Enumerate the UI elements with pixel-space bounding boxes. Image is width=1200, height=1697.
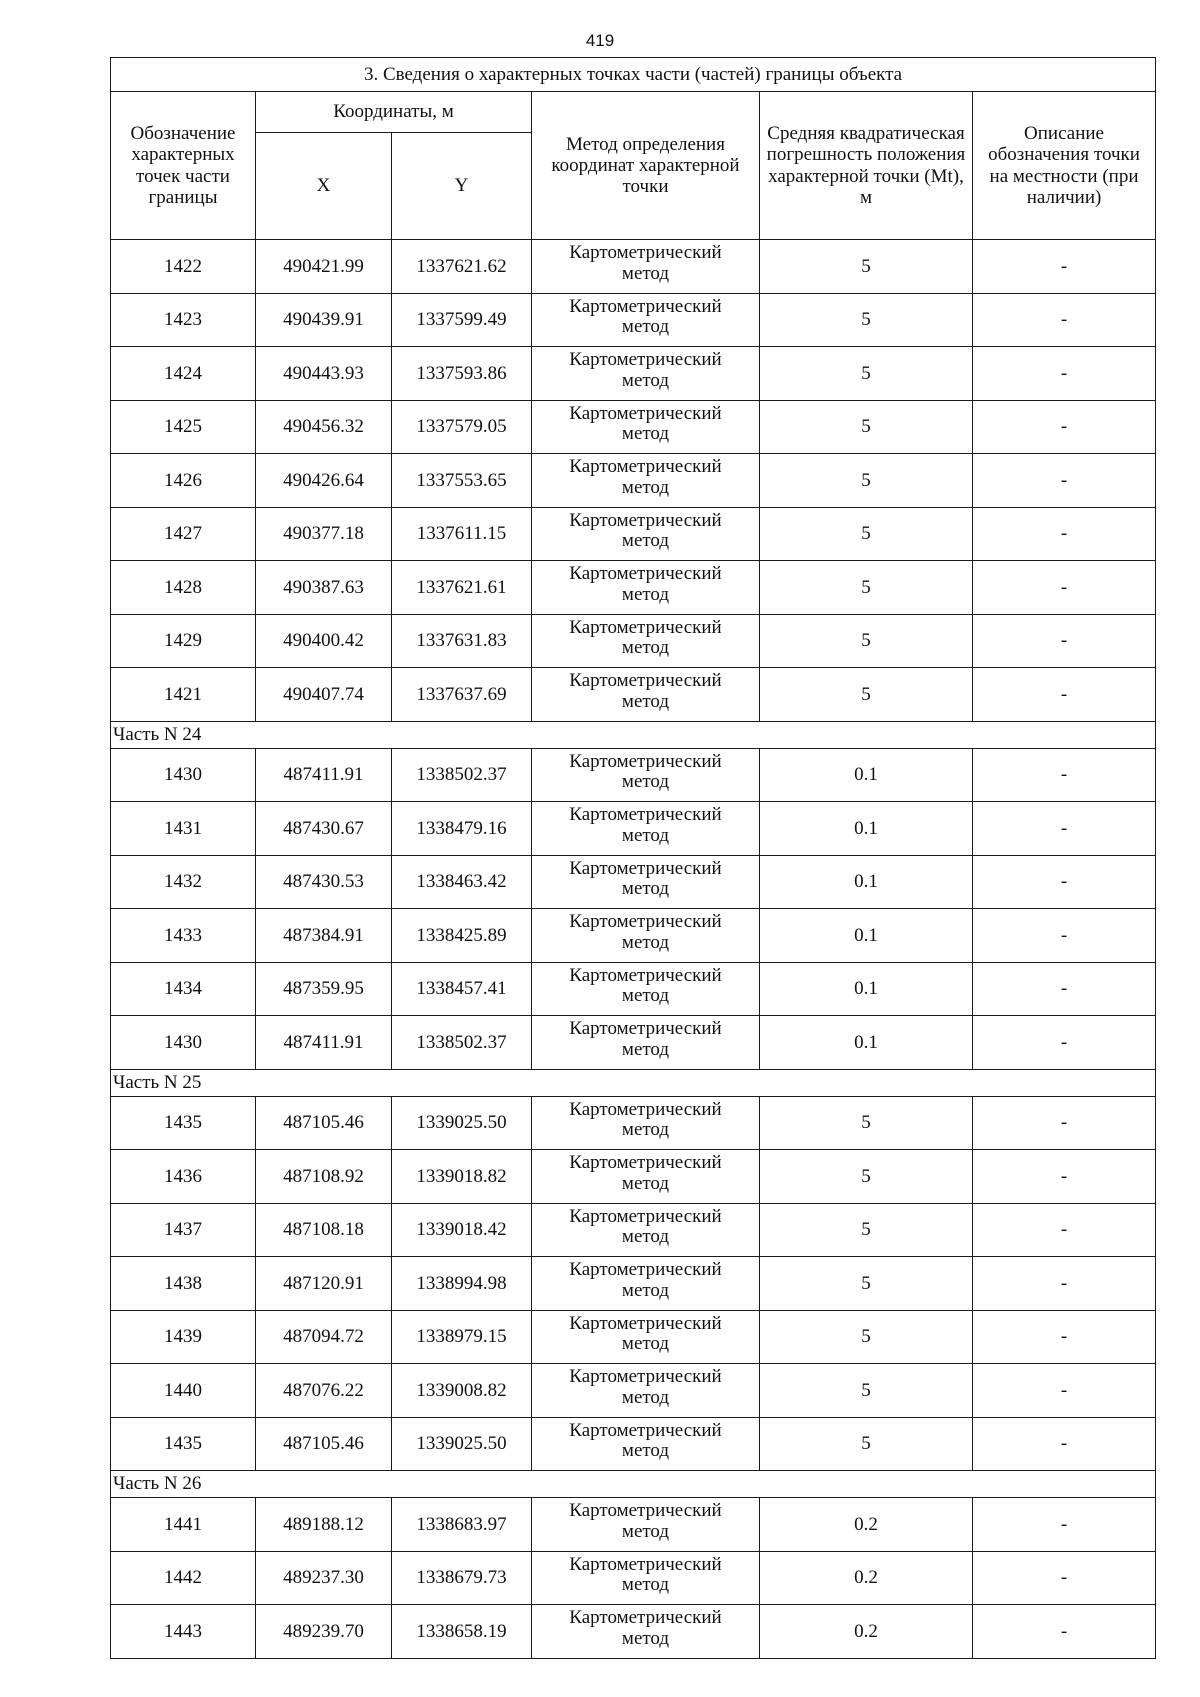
method-line-2: метод (621, 878, 670, 900)
method-line-1: Картометрический (569, 1419, 722, 1441)
method-cell (532, 802, 760, 856)
point-number-cell: 1430 (111, 748, 256, 802)
accuracy-cell: 5 (760, 1310, 973, 1364)
x-coordinate-cell: 487384.91 (256, 909, 392, 963)
page-number: 419 (585, 31, 615, 50)
description-cell: - (973, 1605, 1156, 1659)
header-description: Описание обозначения точки на местности (при наличии) (973, 92, 1156, 240)
table-row (111, 454, 1156, 508)
x-coordinate-cell: 487411.91 (256, 748, 392, 802)
method-cell (532, 347, 760, 401)
description-cell: - (973, 1203, 1156, 1257)
description-cell: - (973, 614, 1156, 668)
point-number-cell: 1430 (111, 1016, 256, 1070)
method-line-1: Картометрический (569, 857, 722, 879)
table-row (111, 1096, 1156, 1150)
accuracy-cell: 5 (760, 454, 973, 508)
method-cell (532, 855, 760, 909)
method-line-1: Картометрический (569, 509, 722, 531)
method-line-1: Картометрический (569, 563, 722, 584)
table-row (111, 1364, 1156, 1418)
point-number-cell: 1424 (111, 347, 256, 401)
description-cell: - (973, 400, 1156, 454)
method-line-2: метод (621, 1119, 670, 1141)
description-cell: - (973, 347, 1156, 401)
y-coordinate-cell: 1338502.37 (392, 748, 532, 802)
method-line-2: метод (621, 530, 670, 552)
method-cell (532, 748, 760, 802)
accuracy-cell: 5 (760, 1150, 973, 1204)
method-line-2: метод (621, 1226, 670, 1248)
table-row (111, 561, 1156, 615)
method-cell (532, 454, 760, 508)
accuracy-cell: 0.1 (760, 962, 973, 1016)
method-line-1: Картометрический (569, 1312, 722, 1334)
method-cell (532, 240, 760, 294)
part-header-row (111, 1471, 1156, 1498)
method-cell (532, 1498, 760, 1552)
point-number-cell: 1421 (111, 668, 256, 722)
description-cell: - (973, 1310, 1156, 1364)
method-line-1: Картометрический (569, 295, 722, 317)
method-cell (532, 1364, 760, 1418)
method-line-1: Картометрический (569, 1553, 722, 1575)
y-coordinate-cell: 1338683.97 (392, 1498, 532, 1552)
y-coordinate-cell: 1337621.62 (392, 240, 532, 294)
x-coordinate-cell: 487094.72 (256, 1310, 392, 1364)
x-coordinate-cell: 489188.12 (256, 1498, 392, 1552)
y-coordinate-cell: 1337637.69 (392, 668, 532, 722)
x-coordinate-cell: 487359.95 (256, 962, 392, 1016)
table-row (111, 668, 1156, 722)
y-coordinate-cell: 1337611.15 (392, 507, 532, 561)
x-coordinate-cell: 487108.92 (256, 1150, 392, 1204)
method-cell (532, 507, 760, 561)
y-coordinate-cell: 1337579.05 (392, 400, 532, 454)
method-line-2: метод (621, 423, 670, 445)
y-coordinate-cell: 1337553.65 (392, 454, 532, 508)
method-cell (532, 1310, 760, 1364)
accuracy-cell: 5 (760, 347, 973, 401)
table-row (111, 1150, 1156, 1204)
point-number-cell: 1426 (111, 454, 256, 508)
description-cell: - (973, 748, 1156, 802)
table-row (111, 1605, 1156, 1659)
y-coordinate-cell: 1338979.15 (392, 1310, 532, 1364)
method-line-1: Картометрический (569, 1500, 722, 1521)
x-coordinate-cell: 487108.18 (256, 1203, 392, 1257)
table-row (111, 1498, 1156, 1552)
description-cell: - (973, 668, 1156, 722)
method-line-2: метод (621, 1520, 670, 1542)
description-cell: - (973, 855, 1156, 909)
description-cell: - (973, 454, 1156, 508)
point-number-cell: 1425 (111, 400, 256, 454)
x-coordinate-cell: 490443.93 (256, 347, 392, 401)
point-number-cell: 1439 (111, 1310, 256, 1364)
method-line-2: метод (621, 369, 670, 391)
method-cell (532, 561, 760, 615)
method-line-1: Картометрический (569, 911, 722, 932)
x-coordinate-cell: 489237.30 (256, 1551, 392, 1605)
method-line-1: Картометрический (569, 402, 722, 424)
accuracy-cell: 5 (760, 1203, 973, 1257)
point-number-cell: 1434 (111, 962, 256, 1016)
method-line-2: метод (621, 1333, 670, 1355)
table-row (111, 1257, 1156, 1311)
method-cell (532, 1605, 760, 1659)
method-line-2: метод (621, 583, 670, 605)
table-row (111, 1310, 1156, 1364)
method-line-2: метод (621, 1038, 670, 1060)
method-cell (532, 1551, 760, 1605)
part-label: Часть N 25 (111, 1069, 1156, 1096)
description-cell: - (973, 240, 1156, 294)
method-cell (532, 400, 760, 454)
table-row (111, 802, 1156, 856)
x-coordinate-cell: 487411.91 (256, 1016, 392, 1070)
method-line-1: Картометрический (569, 804, 722, 825)
table-row (111, 855, 1156, 909)
accuracy-cell: 0.2 (760, 1498, 973, 1552)
accuracy-cell: 5 (760, 293, 973, 347)
accuracy-cell: 5 (760, 614, 973, 668)
y-coordinate-cell: 1338463.42 (392, 855, 532, 909)
method-line-2: метод (621, 262, 670, 284)
accuracy-cell: 5 (760, 1257, 973, 1311)
x-coordinate-cell: 490426.64 (256, 454, 392, 508)
point-number-cell: 1440 (111, 1364, 256, 1418)
y-coordinate-cell: 1338425.89 (392, 909, 532, 963)
method-cell (532, 1096, 760, 1150)
table-row (111, 1417, 1156, 1471)
x-coordinate-cell: 487120.91 (256, 1257, 392, 1311)
point-number-cell: 1433 (111, 909, 256, 963)
method-line-1: Картометрический (569, 349, 722, 370)
accuracy-cell: 5 (760, 507, 973, 561)
x-coordinate-cell: 487430.67 (256, 802, 392, 856)
x-coordinate-cell: 487076.22 (256, 1364, 392, 1418)
method-line-2: метод (621, 824, 670, 846)
part-header-row (111, 721, 1156, 748)
accuracy-cell: 0.2 (760, 1551, 973, 1605)
method-line-1: Картометрический (569, 1098, 722, 1120)
method-line-1: Картометрический (569, 1152, 722, 1173)
x-coordinate-cell: 487105.46 (256, 1096, 392, 1150)
y-coordinate-cell: 1337593.86 (392, 347, 532, 401)
header-y: Y (392, 133, 532, 240)
point-number-cell: 1436 (111, 1150, 256, 1204)
table-row (111, 748, 1156, 802)
x-coordinate-cell: 490439.91 (256, 293, 392, 347)
header-x: X (256, 133, 392, 240)
description-cell: - (973, 1498, 1156, 1552)
x-coordinate-cell: 490377.18 (256, 507, 392, 561)
table-row (111, 614, 1156, 668)
method-line-2: метод (621, 1172, 670, 1194)
header-method: Метод определения координат характерной точки (532, 92, 760, 240)
method-line-2: метод (621, 690, 670, 712)
accuracy-cell: 5 (760, 668, 973, 722)
y-coordinate-cell: 1339018.82 (392, 1150, 532, 1204)
method-cell (532, 1257, 760, 1311)
accuracy-cell: 0.1 (760, 802, 973, 856)
method-line-2: метод (621, 476, 670, 498)
description-cell: - (973, 561, 1156, 615)
method-cell (532, 614, 760, 668)
method-line-1: Картометрический (569, 242, 722, 263)
point-number-cell: 1442 (111, 1551, 256, 1605)
description-cell: - (973, 1257, 1156, 1311)
y-coordinate-cell: 1339025.50 (392, 1096, 532, 1150)
point-number-cell: 1429 (111, 614, 256, 668)
x-coordinate-cell: 487105.46 (256, 1417, 392, 1471)
description-cell: - (973, 1016, 1156, 1070)
y-coordinate-cell: 1338994.98 (392, 1257, 532, 1311)
table-row (111, 293, 1156, 347)
y-coordinate-cell: 1337631.83 (392, 614, 532, 668)
accuracy-cell: 5 (760, 561, 973, 615)
y-coordinate-cell: 1339025.50 (392, 1417, 532, 1471)
method-line-2: метод (621, 1440, 670, 1462)
point-number-cell: 1443 (111, 1605, 256, 1659)
accuracy-cell: 0.1 (760, 855, 973, 909)
method-cell (532, 909, 760, 963)
method-line-1: Картометрический (569, 1259, 722, 1280)
method-cell (532, 1417, 760, 1471)
accuracy-cell: 5 (760, 240, 973, 294)
accuracy-cell: 0.1 (760, 748, 973, 802)
method-cell (532, 1203, 760, 1257)
method-line-2: метод (621, 985, 670, 1007)
y-coordinate-cell: 1338479.16 (392, 802, 532, 856)
accuracy-cell: 5 (760, 1417, 973, 1471)
description-cell: - (973, 1417, 1156, 1471)
method-cell (532, 668, 760, 722)
point-number-cell: 1431 (111, 802, 256, 856)
x-coordinate-cell: 490400.42 (256, 614, 392, 668)
accuracy-cell: 5 (760, 400, 973, 454)
point-number-cell: 1422 (111, 240, 256, 294)
y-coordinate-cell: 1338502.37 (392, 1016, 532, 1070)
point-number-cell: 1441 (111, 1498, 256, 1552)
point-number-cell: 1428 (111, 561, 256, 615)
method-line-1: Картометрический (569, 616, 722, 638)
method-line-2: метод (621, 771, 670, 793)
point-number-cell: 1427 (111, 507, 256, 561)
table-body (111, 240, 1156, 1659)
method-line-1: Картометрический (569, 1607, 722, 1628)
table-row (111, 1203, 1156, 1257)
point-number-cell: 1435 (111, 1096, 256, 1150)
method-line-1: Картометрический (569, 456, 722, 477)
point-number-cell: 1437 (111, 1203, 256, 1257)
x-coordinate-cell: 487430.53 (256, 855, 392, 909)
x-coordinate-cell: 489239.70 (256, 1605, 392, 1659)
description-cell: - (973, 1096, 1156, 1150)
method-line-1: Картометрический (569, 1018, 722, 1039)
table-row (111, 400, 1156, 454)
method-cell (532, 1150, 760, 1204)
table-title: 3. Сведения о характерных точках части (частей) границы объекта (111, 58, 1156, 92)
table-row (111, 1016, 1156, 1070)
description-cell: - (973, 802, 1156, 856)
part-label: Часть N 24 (111, 721, 1156, 748)
y-coordinate-cell: 1338679.73 (392, 1551, 532, 1605)
method-line-2: метод (621, 316, 670, 338)
table-row (111, 1551, 1156, 1605)
x-coordinate-cell: 490421.99 (256, 240, 392, 294)
description-cell: - (973, 1364, 1156, 1418)
point-number-cell: 1423 (111, 293, 256, 347)
y-coordinate-cell: 1338457.41 (392, 962, 532, 1016)
point-number-cell: 1435 (111, 1417, 256, 1471)
header-accuracy: Средняя квадратическая погрешность положения характерной точки (Mt), м (760, 92, 973, 240)
description-cell: - (973, 962, 1156, 1016)
boundary-points-table (110, 57, 1156, 1659)
accuracy-cell: 0.1 (760, 909, 973, 963)
x-coordinate-cell: 490456.32 (256, 400, 392, 454)
method-line-1: Картометрический (569, 964, 722, 986)
header-coordinates: Координаты, м (256, 92, 532, 133)
part-header-row (111, 1069, 1156, 1096)
accuracy-cell: 0.1 (760, 1016, 973, 1070)
method-line-1: Картометрический (569, 670, 722, 691)
method-cell (532, 293, 760, 347)
accuracy-cell: 5 (760, 1096, 973, 1150)
method-line-1: Картометрический (569, 1366, 722, 1387)
description-cell: - (973, 1150, 1156, 1204)
method-line-2: метод (621, 1279, 670, 1301)
table-row (111, 507, 1156, 561)
method-line-2: метод (621, 931, 670, 953)
description-cell: - (973, 507, 1156, 561)
point-number-cell: 1438 (111, 1257, 256, 1311)
point-number-cell: 1432 (111, 855, 256, 909)
y-coordinate-cell: 1337621.61 (392, 561, 532, 615)
y-coordinate-cell: 1338658.19 (392, 1605, 532, 1659)
x-coordinate-cell: 490387.63 (256, 561, 392, 615)
table-row (111, 347, 1156, 401)
table-row (111, 240, 1156, 294)
header-point-designation: Обозначение характерных точек части границы (111, 92, 256, 240)
method-line-2: метод (621, 1574, 670, 1596)
accuracy-cell: 0.2 (760, 1605, 973, 1659)
method-cell (532, 962, 760, 1016)
method-line-2: метод (621, 637, 670, 659)
x-coordinate-cell: 490407.74 (256, 668, 392, 722)
description-cell: - (973, 909, 1156, 963)
accuracy-cell: 5 (760, 1364, 973, 1418)
table-row (111, 962, 1156, 1016)
part-label: Часть N 26 (111, 1471, 1156, 1498)
y-coordinate-cell: 1339018.42 (392, 1203, 532, 1257)
table-row (111, 909, 1156, 963)
method-line-2: метод (621, 1627, 670, 1649)
method-cell (532, 1016, 760, 1070)
y-coordinate-cell: 1337599.49 (392, 293, 532, 347)
method-line-1: Картометрический (569, 750, 722, 772)
description-cell: - (973, 293, 1156, 347)
method-line-2: метод (621, 1386, 670, 1408)
y-coordinate-cell: 1339008.82 (392, 1364, 532, 1418)
method-line-1: Картометрический (569, 1205, 722, 1227)
description-cell: - (973, 1551, 1156, 1605)
